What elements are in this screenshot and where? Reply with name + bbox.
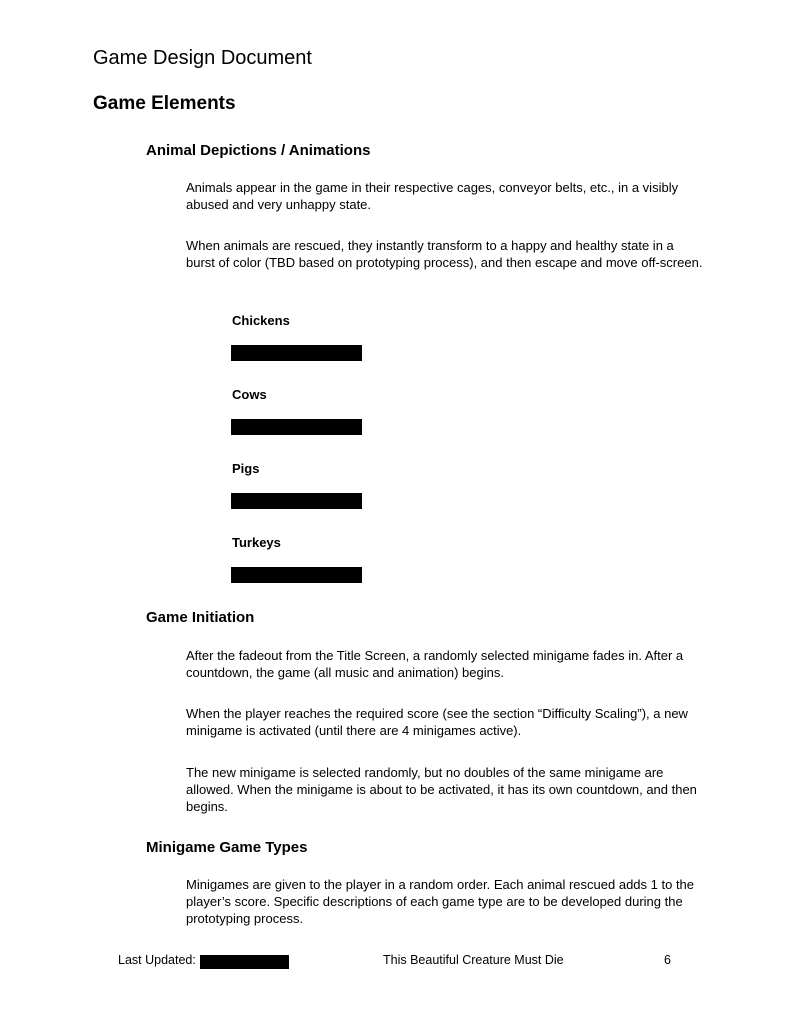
animal-label-pigs: Pigs (232, 461, 260, 476)
paragraph: Animals appear in the game in their respective cages, conveyor belts, etc., in a visibly abused and very unhappy state. (186, 180, 679, 212)
paragraph: After the fadeout from the Title Screen, a randomly selected minigame fades in. After a countdown, the game (all music and animation) begins. (186, 648, 684, 680)
document-title: Game Design Document (93, 47, 312, 69)
heading-game-initiation: Game Initiation (146, 609, 255, 626)
paragraph: The new minigame is selected randomly, but no doubles of the same minigame are allowed. When the minigame is about to be activated, it has its own countdown, and then begins. (186, 765, 697, 814)
footer-redaction-bar (200, 955, 289, 969)
animal-label-chickens: Chickens (232, 313, 290, 328)
paragraph: When the player reaches the required score (see the section “Difficulty Scaling”), a new minigame is activated (until there are 4 minigames active). (186, 706, 688, 738)
redaction-bar (231, 419, 362, 435)
animal-label-cows: Cows (232, 387, 267, 402)
redaction-bar (231, 567, 362, 583)
footer-last-updated-label: Last Updated: (118, 953, 196, 967)
heading-animal-depictions: Animal Depictions / Animations (146, 142, 371, 159)
heading-minigame-types: Minigame Game Types (146, 839, 308, 856)
section-title: Game Elements (93, 93, 236, 114)
footer-page-number: 6 (664, 953, 671, 967)
paragraph: When animals are rescued, they instantly transform to a happy and healthy state in a burst of color (TBD based on prototyping process), and then escape and move off-screen. (186, 238, 703, 270)
paragraph: Minigames are given to the player in a random order. Each animal rescued adds 1 to the player’s score. Specific descriptions of each game type are to be developed during the prototyping process. (186, 877, 695, 926)
redaction-bar (231, 493, 362, 509)
animal-label-turkeys: Turkeys (232, 535, 281, 550)
redaction-bar (231, 345, 362, 361)
footer-document-name: This Beautiful Creature Must Die (383, 953, 564, 967)
